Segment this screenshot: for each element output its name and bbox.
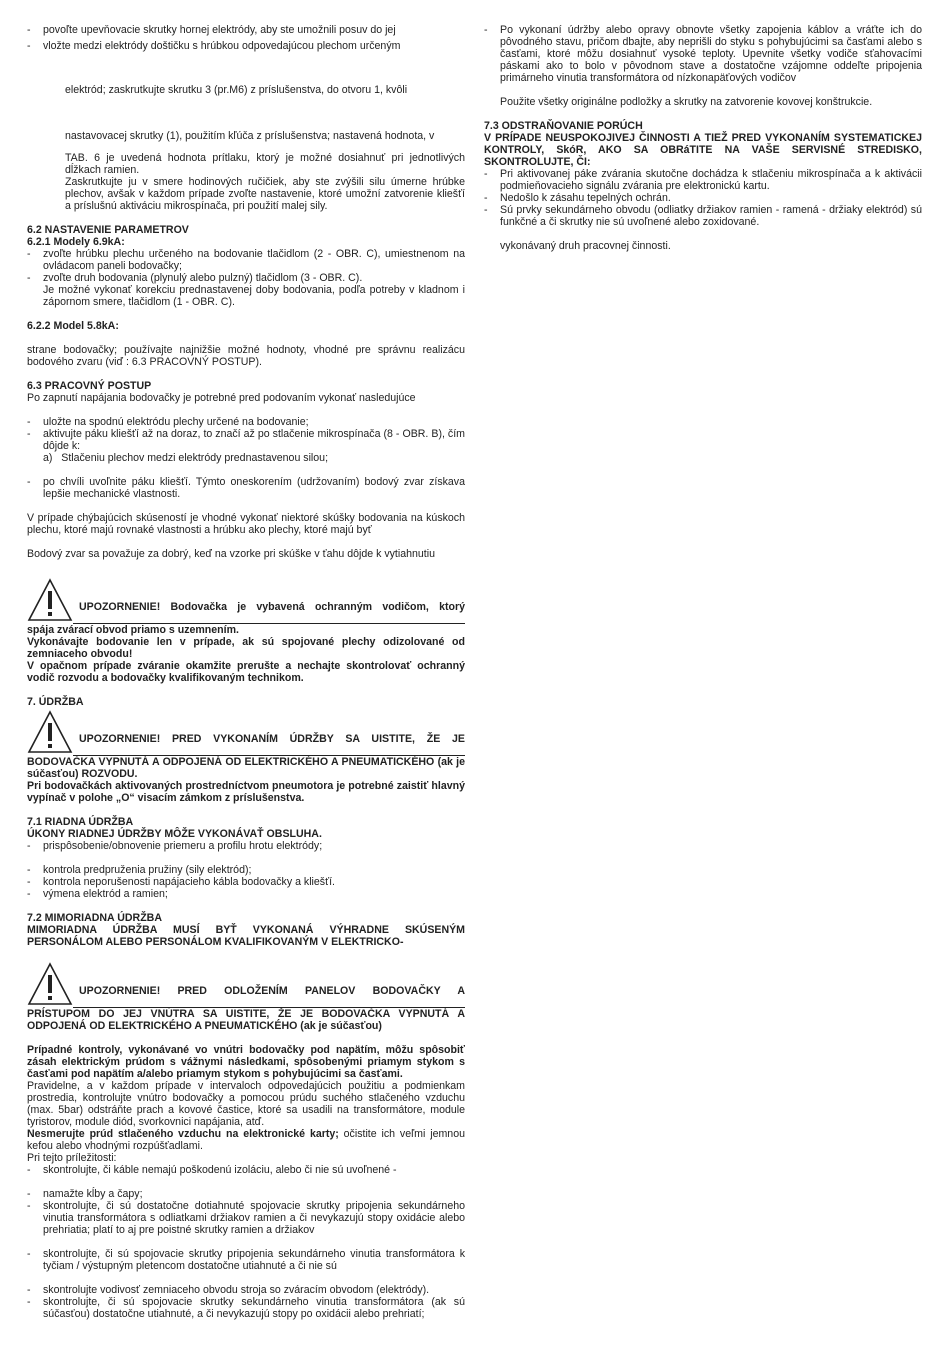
paragraph: Bodový zvar sa považuje za dobrý, keď na vzorke pri skúške v ťahu dôjde k vytiahnutiu (27, 548, 435, 560)
paragraph: Prípadné kontroly, vykonávané vo vnútri bodovačky pod napätím, môžu spôsobiť zásah elektrickým prúdom s vážnymi následkami, spôsobenými priamym stykom s časťami pod napätím a/alebo priamym stykom s pohybujúcimi sa časťami. (27, 1044, 465, 1080)
paragraph: TAB. 6 je uvedená hodnota prítlaku, ktorý je možné dosiahnuť pri jednotlivých dĺžkach ramien. (65, 152, 465, 176)
subsection-heading: 6.2.2 Model 5.8kA: (27, 320, 119, 332)
paragraph: Pri tejto príležitosti: (27, 1152, 117, 1164)
warning-heading: UPOZORNENIE! Bodovačka je vybavená ochranným vodičom, ktorý (79, 601, 465, 613)
list-item: - povoľte upevňovacie skrutky hornej elektródy, aby ste umožnili posuv do jej (27, 24, 396, 36)
list-item: - Pri aktivovanej páke zvárania skutočne dochádza k stlačeniu mikrospínača a k aktivácii podmieňovacieho signálu zvárania pre elektronickú kartu. (484, 168, 922, 192)
right-column (484, 24, 922, 252)
list-item: - Nedošlo k zásahu tepelných ochrán. (484, 192, 671, 204)
list-subitem: a) Stlačeniu plechov medzi elektródy prednastavenou silou; (43, 452, 329, 464)
subsection-heading: 6.2.1 Modely 6.9kA: (27, 236, 125, 248)
paragraph: Nesmerujte prúd stlačeného vzduchu na elektronické karty; očistite ich veľmi jemnou kefou alebo vhodnými rozpúšťadlami. (27, 1128, 465, 1152)
paragraph: strane bodovačky; používajte najnižšie možné hodnoty, vhodné pre správnu realizácu bodového zvaru (viď : 6.3 PRACOVNÝ POSTUP). (27, 344, 465, 368)
section-heading: 7.1 RIADNA ÚDRŽBA (27, 816, 134, 828)
list-item: - skontrolujte, či káble nemajú poškodenú izoláciu, alebo či nie sú uvoľnené - (27, 1164, 397, 1176)
paragraph: Je možné vykonať korekciu prednastavenej doby bodovania, podľa potreby v kladnom i zápornom smere, tlačidlom (1 - OBR. C). (43, 284, 465, 308)
section-heading: 7.2 MIMORIADNA ÚDRŽBA (27, 912, 162, 924)
list-item: - po chvíli uvoľnite páku kliešťí. Týmto oneskorením (udržovaním) bodový zvar získava lepšie mechanické vlastnosti. (27, 476, 465, 500)
warning-text: Vykonávajte bodovanie len v prípade, ak sú spojované plechy odizolované od zemniaceho obvodu! (27, 636, 465, 660)
section-heading: 7. ÚDRŽBA (27, 696, 84, 708)
warning-block (27, 962, 465, 1008)
paragraph: nastavovacej skrutky (1), použitím kľúča z príslušenstva; nastavená hodnota, v (65, 130, 435, 142)
list-item: - Po vykonaní údržby alebo opravy obnovte všetky zapojenia káblov a vráťte ich do pôvodného stavu, pričom dbajte, aby neprišli do styku s pohybujúcimi sa časťami alebo s časťami, ktoré môžu dosiahnuť vysoké teploty. Upevnite všetky vodiče sťahovacími páskami ako to bolo v pôvodnom stave a dostatočne vzájomne oddeľte pripojenia primárneho vinutia transformátora od nízkonapäťových vodičov (484, 24, 922, 84)
list-item: - skontrolujte, či sú dostatočne dotiahnuté spojovacie skrutky pripojenia sekundárneho vinutia transformátora s odliatkami držiakov ramien a či nevykazujú stopy oxidácie alebo prehriatia; platí to aj pre poistné skrutky ramien a držiakov (27, 1200, 465, 1236)
paragraph: Zaskrutkujte ju v smere hodinových ručičiek, aby ste zvýšili silu úmerne hrúbke plechov, avšak v každom prípade zvoľte nastavenie, ktoré umožní zatvorenie kliešťí a príslušnú aktiváciu mikrospínača, pri použití malej sily. (65, 176, 465, 212)
warning-heading: UPOZORNENIE! PRED VYKONANÍM ÚDRŽBY SA UISTITE, ŽE JE (79, 733, 465, 745)
list-item: - namažte kĺby a čapy; (27, 1188, 143, 1200)
list-item: - kontrola neporušenosti napájacieho kábla bodovačky a kliešťí. (27, 876, 335, 888)
subsection-heading: ÚKONY RIADNEJ ÚDRŽBY MÔŽE VYKONÁVAŤ OBSLUHA. (27, 828, 322, 840)
list-item: - uložte na spodnú elektródu plechy určené na bodovanie; (27, 416, 309, 428)
warning-block (27, 710, 465, 756)
paragraph: Pravidelne, a v každom prípade v intervaloch odpovedajúcich použitiu a podmienkam prostredia, kontrolujte vnútro bodovačky a pomocou prúdu suchého stlačeného vzduchu (max. 5bar) odstráňte prach a kovové častice, ktoré sa usadili na transformátore, module tyristorov, module diód, svorkovnici napájania, atď. (27, 1080, 465, 1128)
section-heading: 6.3 PRACOVNÝ POSTUP (27, 380, 152, 392)
paragraph: Po zapnutí napájania bodovačky je potrebné pred podovaním vykonať nasledujúce (27, 392, 416, 404)
left-column (27, 24, 465, 1320)
list-item: - skontrolujte, či sú spojovacie skrutky pripojenia sekundárneho vinutia transformátora k tyčiam / výstupným pletencom dostatočne utiahnuté a či nie sú (27, 1248, 465, 1272)
warning-block (27, 578, 465, 624)
list-item: - kontrola predpruženia pružiny (sily elektród); (27, 864, 252, 876)
paragraph: elektród; zaskrutkujte skrutku 3 (pr.M6) z príslušenstva, do otvoru 1, kvôli (65, 84, 408, 96)
warning-text: Pri bodovačkách aktivovaných prostredníctvom pneumotora je potrebné zaistiť hlavný vypínač v polohe „O“ visacím zámkom z príslušenstva. (27, 780, 465, 804)
paragraph: V prípade chýbajúcich skúseností je vhodné vykonať niektoré skúšky bodovania na kúskoch plechu, ktoré majú rovnaké vlastnosti a hrúbku ako plechy, ktoré majú byť (27, 512, 465, 536)
list-item: - skontrolujte vodivosť zemniaceho obvodu stroja so zváracím obvodom (elektródy). (27, 1284, 430, 1296)
warning-triangle-icon (27, 710, 73, 754)
warning-text: PRÍSTUPOM DO JEJ VNÚTRA SA UISTITE, ŽE JE BODOVAČKA VYPNUTÁ A ODPOJENÁ OD ELEKTRICKÉHO A PNEUMATICKÉHO (ak je súčasťou) (27, 1008, 465, 1032)
section-heading: 7.3 ODSTRAŇOVANIE PORÚCH (484, 120, 643, 132)
warning-text: V opačnom prípade zváranie okamžite prerušte a nechajte skontrolovať ochranný vodič rozvodu a bodovačky kvalifikovaným technikom. (27, 660, 465, 684)
warning-text: spája zvárací obvod priamo s uzemnením. (27, 624, 239, 636)
list-item: - zvoľte druh bodovania (plynulý alebo pulzný) tlačidlom (3 - OBR. C). (27, 272, 363, 284)
list-item: - Sú prvky sekundárneho obvodu (odliatky držiakov ramien - ramená - držiaky elektród) sú funkčné a či skrutky nie sú uvoľnené alebo zoxidované. (484, 204, 922, 228)
list-item: - vložte medzi elektródy doštičku s hrúbkou odpovedajúcou plechom určeným (27, 40, 401, 52)
warning-text: BODOVAČKA VYPNUTÁ A ODPOJENÁ OD ELEKTRICKÉHO A PNEUMATICKÉHO (ak je súčasťou) ROZVODU. (27, 756, 465, 780)
section-heading: 6.2 NASTAVENIE PARAMETROV (27, 224, 189, 236)
list-item: - aktivujte páku kliešťí až na doraz, to značí až po stlačenie mikrospínača (8 - OBR. B), čím dôjde k: (27, 428, 465, 452)
list-item: - zvoľte hrúbku plechu určeného na bodovanie tlačidlom (2 - OBR. C), umiestnenom na ovládacom paneli bodovačky; (27, 248, 465, 272)
list-item: - skontrolujte, či sú spojovacie skrutky sekundárneho vinutia transformátora (ak sú súčasťou) dostatočne utiahnuté, a či nevykazujú stopy po oxidácii alebo prehriatí; (27, 1296, 465, 1320)
list-item: - výmena elektród a ramien; (27, 888, 168, 900)
warning-triangle-icon (27, 962, 73, 1006)
paragraph: Použite všetky originálne podložky a skrutky na zatvorenie kovovej konštrukcie. (500, 96, 873, 108)
paragraph: vykonávaný druh pracovnej činnosti. (500, 240, 671, 252)
section-intro: V PRÍPADE NEUSPOKOJIVEJ ČINNOSTI A TIEŽ PRED VYKONANÍM SYSTEMATICKEJ KONTROLY, SkóR, AKO SA OBRáTITE NA VAŠE SERVISNÉ STREDISKO, SKONTROLUJTE, ČI: (484, 132, 922, 168)
warning-triangle-icon (27, 578, 73, 622)
warning-heading: UPOZORNENIE! PRED ODLOŽENÍM PANELOV BODOVAČKY A (79, 985, 465, 997)
list-item: - prispôsobenie/obnovenie priemeru a profilu hrotu elektródy; (27, 840, 323, 852)
subsection-heading: MIMORIADNA ÚDRŽBA MUSÍ BYŤ VYKONANÁ VÝHRADNE SKÚSENÝM PERSONÁLOM ALEBO PERSONÁLOM KVALIFIKOVANÝM V ELEKTRICKO- (27, 924, 465, 948)
